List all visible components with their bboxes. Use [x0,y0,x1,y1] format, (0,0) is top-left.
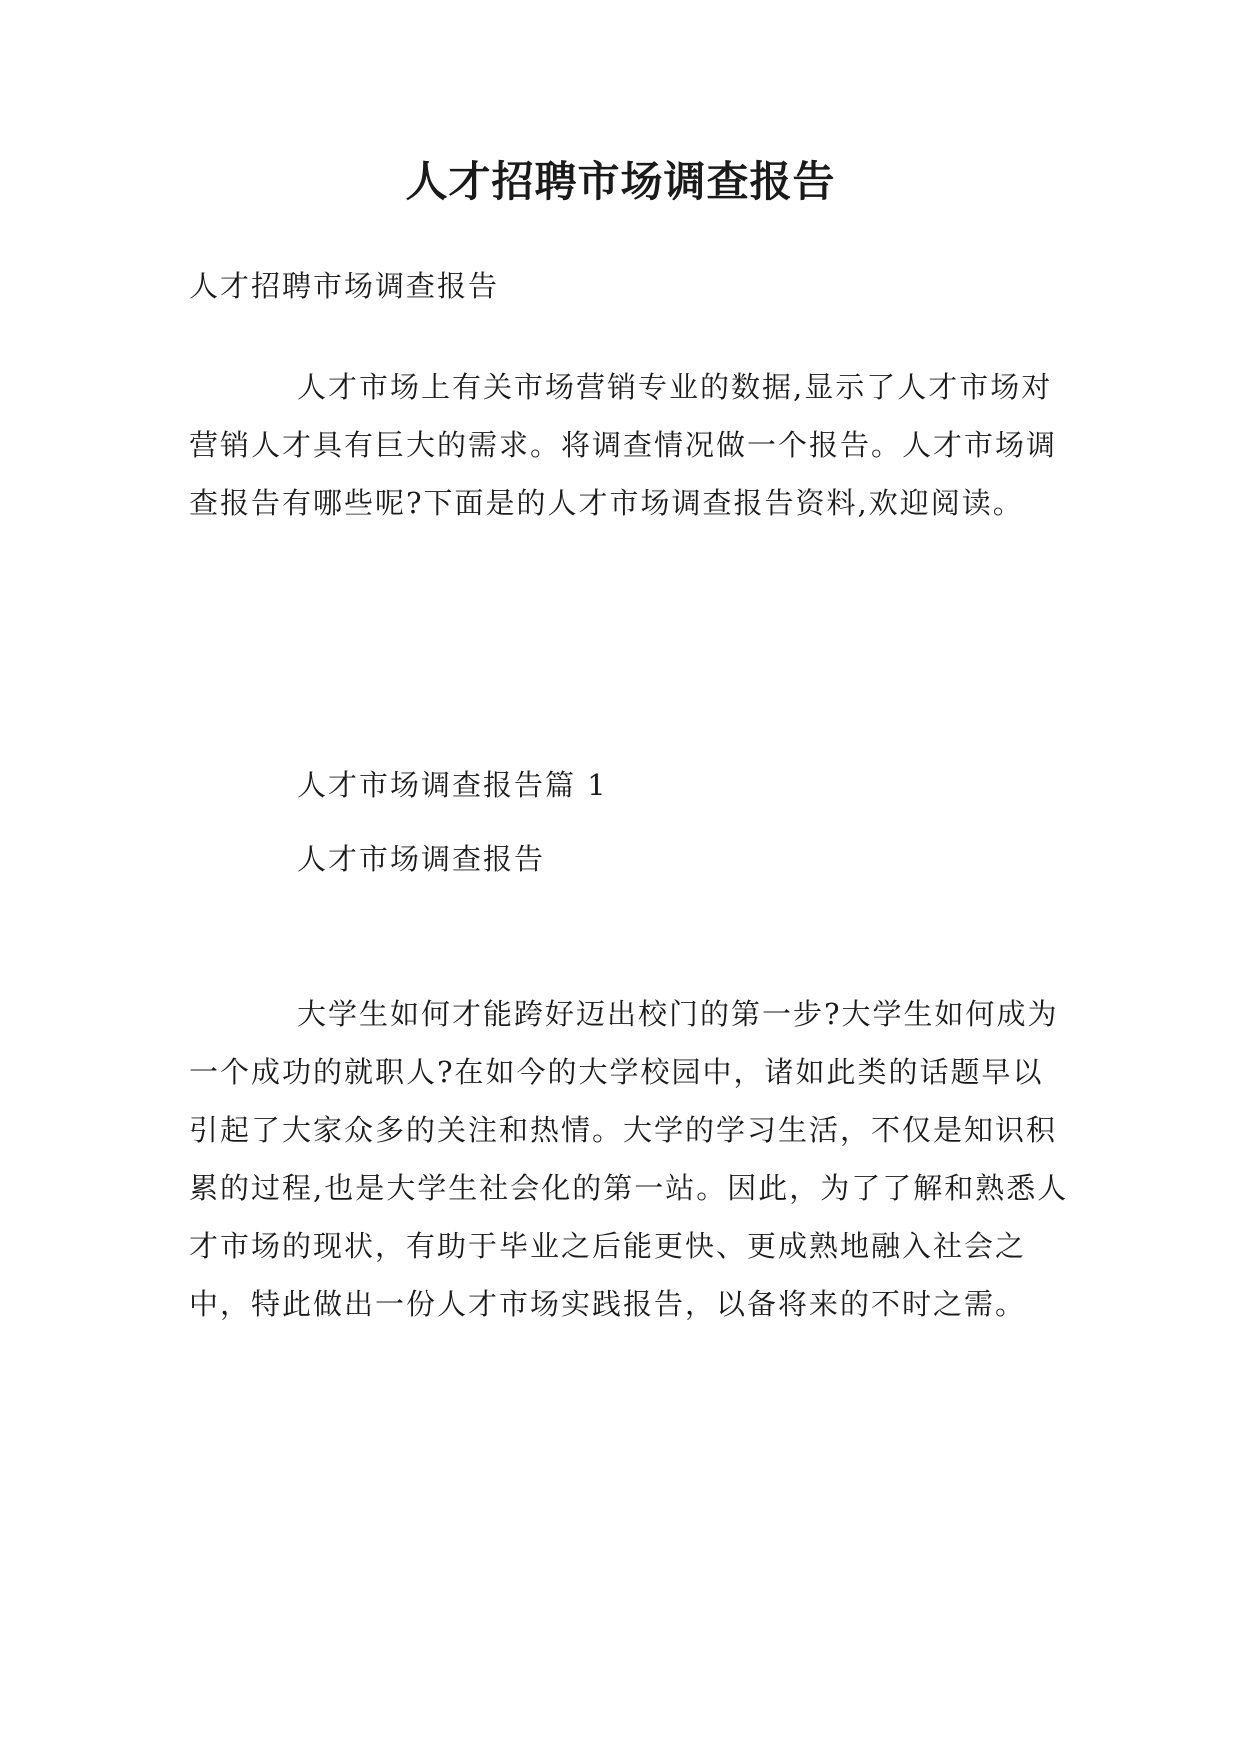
section-subheading: 人才市场调查报告 [297,842,546,876]
section-heading: 人才市场调查报告篇 1 [297,768,608,802]
intro-paragraph: 人才市场上有关市场营销专业的数据,显示了人才市场对营销人才具有巨大的需求。将调查情况做一个报告。人才市场调查报告有哪些呢?下面是的人才市场调查报告资料,欢迎阅读。 [189,370,1058,520]
document-subtitle: 人才招聘市场调查报告 [189,269,500,303]
body-paragraph: 大学生如何才能跨好迈出校门的第一步?大学生如何成为一个成功的就职人?在如今的大学校园中，诸如此类的话题早以引起了大家众多的关注和热情。大学的学习生活，不仅是知识积累的过程,也是大学生社会化的第一站。因此，为了了解和熟悉人才市场的现状，有助于毕业之后能更快、更成熟地融入社会之中，特此做出一份人才市场实践报告，以备将来的不时之需。 [189,997,1069,1321]
document-title: 人才招聘市场调查报告 [405,157,836,206]
